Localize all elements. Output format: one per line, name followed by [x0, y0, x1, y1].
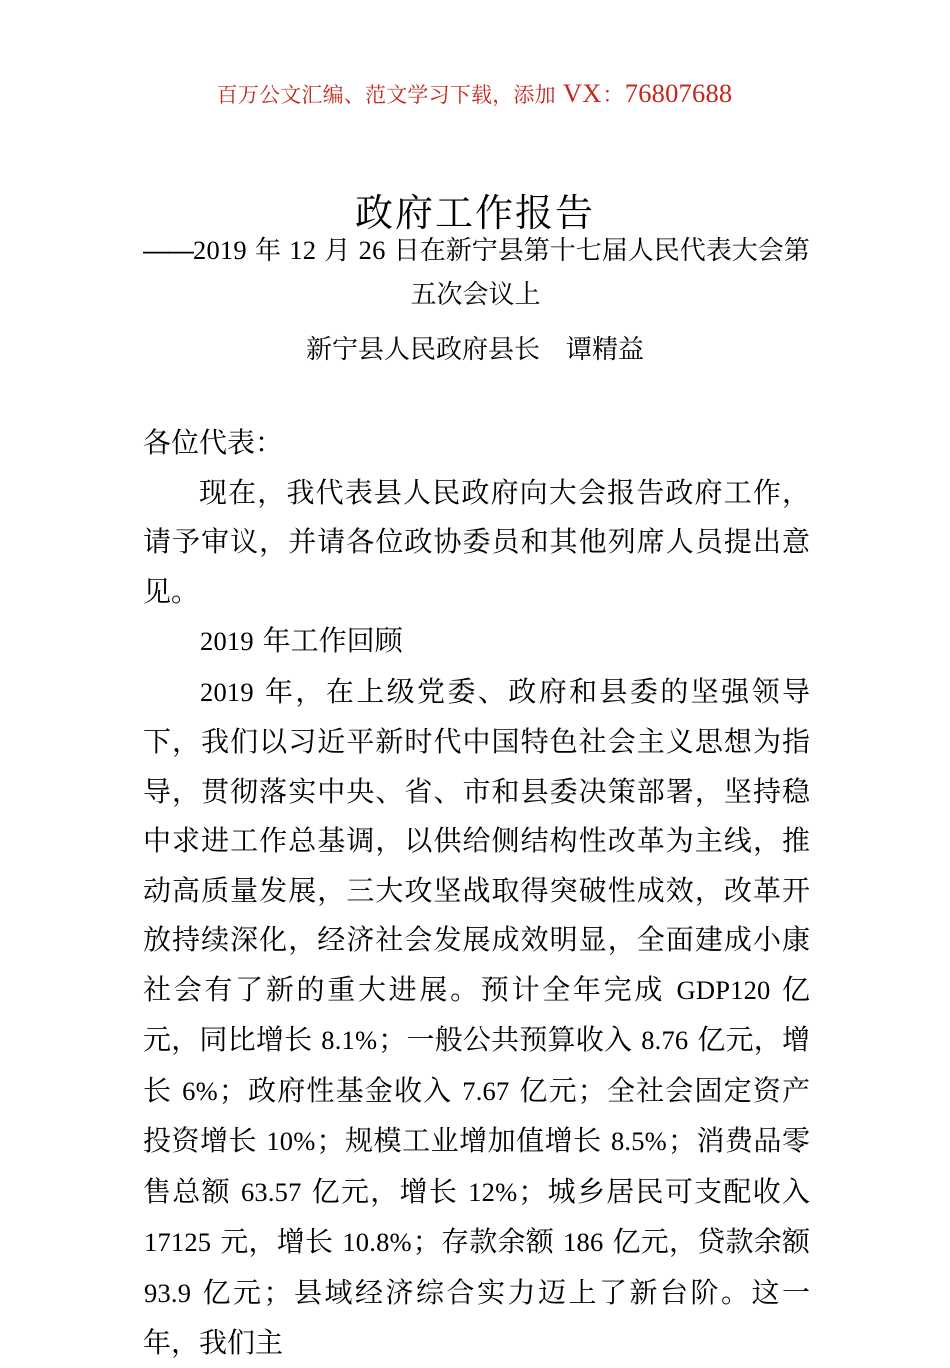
latin-run: 76807688	[624, 78, 733, 108]
latin-run: 2019	[200, 676, 254, 707]
subtitle-date-text: 2019 年 12 月 26 日在新宁县第十七届人民代表大会第	[193, 235, 810, 265]
paragraph-year-review: 2019 年，在上级党委、政府和县委的坚强领导下，我们以习近平新时代中国特色社会主义思想为指导，贯彻落实中央、省、市和县委决策部署，坚持稳中求进工作总基调，以供给侧结构性改革为主线，推动高质量发展，三大攻坚战取得突破性成效，改革开放持续深化，经济社会发展成效明显，全面建成小康社会有了新的重大进展。预计全年完成 GDP120 亿元，同比增长 8.1%；一般公共预算收入 8.76 亿元，增长 6%；政府性基金收入 7.67 亿元；全社会固定资产投资增长 10%；规模工业增加值增长 8.5%；消费品零售总额 63.57 亿元，增长 12%；城乡居民可支配收入 17125 元，增长 10.8%；存款余额 186 亿元，贷款余额 93.9 亿元；县域经济综合实力迈上了新台阶。这一年，我们主	[143, 675, 811, 1358]
latin-run: GDP120	[676, 974, 771, 1005]
latin-run: 26	[358, 235, 386, 265]
document-byline	[0, 328, 950, 370]
latin-run: 8.5%	[610, 1126, 667, 1156]
paragraph-section-heading: 2019 年工作回顾	[200, 625, 403, 656]
latin-run: 10.8%	[342, 1227, 412, 1257]
latin-run: 7.67	[462, 1075, 510, 1106]
latin-run: 63.57	[240, 1176, 302, 1207]
byline-office: 新宁县人民政府县长	[305, 334, 540, 364]
latin-run: 186	[563, 1227, 604, 1257]
subtitle-date-line	[143, 228, 808, 272]
latin-run: 93.9	[144, 1277, 192, 1308]
latin-run: 12	[289, 235, 317, 265]
promo-watermark-text: 百万公文汇编、范文学习下载，添加 VX：76807688	[216, 78, 733, 108]
document-subtitle	[143, 228, 808, 316]
latin-run: 12%	[468, 1176, 518, 1207]
paragraph-salutation: 各位代表：	[143, 427, 284, 458]
latin-run: 6%	[182, 1075, 218, 1106]
latin-run: 17125	[144, 1227, 212, 1257]
subtitle-continuation-line: 五次会议上	[410, 279, 541, 309]
promo-watermark-header	[0, 78, 950, 111]
byline-name: 谭精益	[566, 334, 645, 364]
latin-run: 2019	[193, 235, 247, 265]
em-dash-prefix: ——	[143, 235, 193, 265]
latin-run: 10%	[266, 1126, 316, 1156]
latin-run: VX	[562, 78, 602, 108]
latin-run: 8.1%	[321, 1025, 378, 1055]
document-body	[143, 418, 810, 1368]
latin-run: 8.76	[641, 1025, 689, 1055]
latin-run: 2019	[200, 626, 254, 656]
paragraph-opening: 现在，我代表县人民政府向大会报告政府工作，请予审议，并请各位政协委员和其他列席人员提出意见。	[143, 476, 810, 607]
document-title: 政府工作报告	[354, 193, 595, 236]
